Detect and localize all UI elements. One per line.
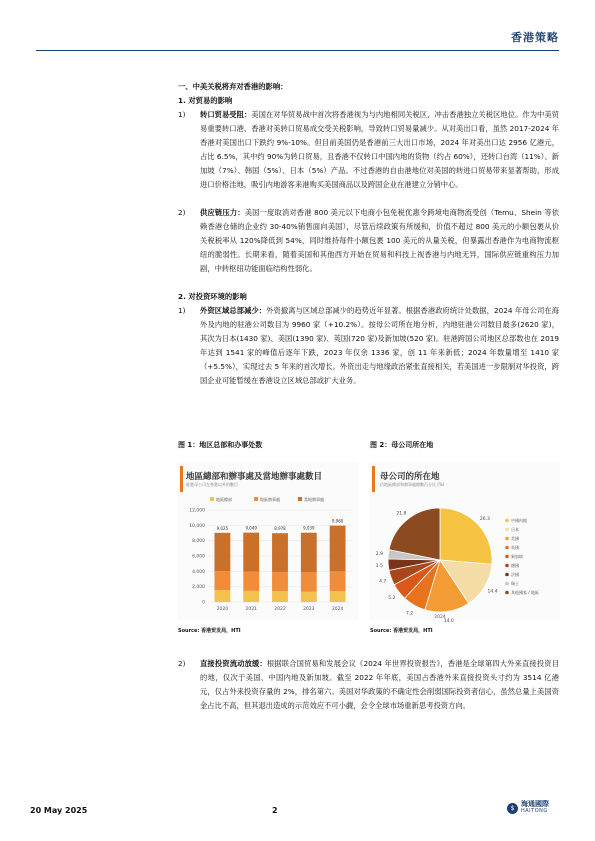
item-number: 2) <box>178 659 186 668</box>
bar-segment <box>214 533 230 571</box>
bar-segment <box>214 590 230 602</box>
chart-subtitle: 佔地區總部和辦事處總數百分比 (%) <box>380 482 445 487</box>
item-text: 美国一度取消对香港 800 美元以下电商小包免税优惠令跨境电商物流受创（Temu、Shein 等依赖香港仓储的企业约 30-40%销售面向美国），尽管后续政策有所缓和，价值不超过 800 美元的小额包裹从价关税税率从 120%降低到 54%，同时维持每件小额包裹 100 美元的从量关税，但暴露出香港作为电商物流枢纽的脆弱性。长期来看，随着美国和其他西方开始在贸易和科技上视香港与内地无异，国际供应链重构压力加剧，中转枢纽功能面临结构性弱化。 <box>200 208 560 273</box>
legend-swatch <box>505 546 509 550</box>
legend-swatch <box>254 497 258 501</box>
legend-label: 德國 <box>511 563 519 568</box>
pie-data-label: 2.9 <box>375 551 383 557</box>
bar-segment <box>243 591 259 602</box>
pie-year-label: 2024 <box>434 615 446 620</box>
pie-data-label: 21.8 <box>396 511 407 517</box>
legend-swatch <box>505 528 509 532</box>
header-title: 香港策略 <box>511 31 559 44</box>
bar-segment <box>301 592 317 602</box>
y-tick-label: 8,000 <box>192 539 205 545</box>
company-logo <box>507 801 549 815</box>
bar-segment <box>301 533 317 572</box>
item-number: 1) <box>178 110 186 119</box>
subsection-title-investment: 2. 对投资环境的影响 <box>178 292 247 301</box>
item-lead: 外资区域总部减少： <box>200 306 267 315</box>
legend-swatch <box>505 519 509 523</box>
legend-label: 地區總部 <box>216 497 232 502</box>
pie-data-label: 3.5 <box>375 564 383 570</box>
x-tick-label: 2022 <box>274 607 286 612</box>
y-tick-label: 10,000 <box>189 523 205 529</box>
bar-segment <box>330 591 346 602</box>
pie-data-label: 14.4 <box>487 589 498 595</box>
figure1-source: Source: 香港贸发局，HTI <box>178 628 241 634</box>
figure2-caption: 图 2：母公司所在地 <box>370 441 434 449</box>
figure2-pie-chart <box>370 462 560 624</box>
bar-segment <box>330 526 346 572</box>
bar-total-label: 9,960 <box>331 518 344 524</box>
y-tick-label: 0 <box>202 600 205 606</box>
chart-title: 母公司的所在地 <box>380 472 440 482</box>
logo-icon: $ <box>507 803 518 814</box>
legend-label: 其他國家 / 地區 <box>511 590 539 595</box>
list-item <box>178 108 559 192</box>
item-lead: 直接投资流动放缓： <box>200 659 267 668</box>
y-tick-label: 12,000 <box>189 508 205 514</box>
legend-label: 當地辦事處 <box>304 497 324 502</box>
item-lead: 供应链压力： <box>200 208 245 217</box>
legend-label: 地區辦事處 <box>260 497 280 502</box>
bar-total-label: 8,978 <box>274 526 286 532</box>
bar-total-label: 9,039 <box>303 525 315 531</box>
pie-data-label: 5.2 <box>388 595 396 601</box>
figure1-bar-chart <box>178 462 358 620</box>
y-tick-label: 6,000 <box>192 554 205 560</box>
legend-swatch <box>505 537 509 541</box>
bar-segment <box>214 571 230 590</box>
legend-label: 英國 <box>511 545 519 550</box>
legend-label: 美國 <box>511 536 519 541</box>
pie-data-label: 7.2 <box>406 611 414 617</box>
list-item <box>178 206 559 276</box>
bar-total-label: 9,025 <box>216 525 229 531</box>
item-text: 根据联合国贸易和发展会议《2024 年世界投资报告》，香港是全球第四大外来直接投资目的地，仅次于美国、中国内地及新加坡。截至 2022 年年底，美国占香港外来直接投资头寸约为 3514 亿港元，仅占外来投资存量的 2%，排名第六。美国对华政策的不确定性会削弱国际投资者信心，虽然总量上美国资金占比不高，但其退出造成的示范效应不可小觑，会令全球市场重新思考投资方向。 <box>200 659 559 710</box>
pie-data-label: 26.3 <box>479 517 490 523</box>
legend-label: 中國內地 <box>511 518 527 523</box>
bar-segment <box>272 533 288 572</box>
chart-title: 地區總部和辦事處及當地辦事處數目 <box>186 472 323 482</box>
page-number: 2 <box>272 806 278 815</box>
list-item <box>178 304 559 388</box>
investment-flow-paragraph <box>178 657 559 713</box>
figure2-source: Source: 香港贸发局，HTI <box>370 628 433 634</box>
item-text: 外资撤离与区域总部减少的趋势近年显著。根据香港政府统计处数据，2024 年母公司在海外及内地的驻港公司数目为 9960 家（+10.2%）。按母公司所在地分析，内地驻港公司数目最多(2620 家)，其次为日本(1430 家)、美国(1390 家)、英国(720 家)及新加坡(520 家)。驻港跨国公司地区总部数也在 2019 年达到 1541 家的峰值后逐年下跌，2023 年仅余 1336 家，创 11 年来新低；2024 年数量增至 1410 家（+5.5%），实现过去 5 年来的首次增长。外资出走与地缘政治紧张直接相关，若美国进一步限制对华投资，跨国企业可能暂缓在香港设立区域总部或扩大业务。 <box>200 306 560 385</box>
bar-segment <box>272 591 288 602</box>
logo-en: HAITONG <box>521 808 548 814</box>
legend-swatch <box>505 582 509 586</box>
main-content <box>178 80 559 388</box>
footer-date: 20 May 2025 <box>30 806 88 815</box>
list-item <box>178 657 559 713</box>
legend-swatch <box>210 497 214 501</box>
x-tick-label: 2021 <box>245 607 257 612</box>
bar-total-label: 9,049 <box>245 525 257 531</box>
legend-label: 瑞士 <box>511 581 519 586</box>
logo-cn: 海通國際 <box>521 800 549 808</box>
legend-swatch <box>298 497 302 501</box>
bar-segment <box>272 572 288 591</box>
pie-chart-svg <box>370 462 560 624</box>
bar-chart-svg <box>178 462 358 620</box>
legend-swatch <box>505 591 509 595</box>
x-tick-label: 2023 <box>303 607 315 612</box>
section-title: 一、中美关税将弃对香港的影响： <box>178 82 288 91</box>
y-tick-label: 2,000 <box>192 585 205 591</box>
pie-data-label: 4.7 <box>379 579 387 585</box>
legend-swatch <box>505 564 509 568</box>
legend-swatch <box>505 555 509 559</box>
chart-subtitle: 駐港母公司在香港以外的數目 <box>186 482 238 487</box>
header-divider <box>36 50 559 51</box>
bar-segment <box>330 571 346 591</box>
legend-label: 新加坡 <box>511 554 523 559</box>
bar-segment <box>243 572 259 591</box>
x-tick-label: 2020 <box>216 607 229 612</box>
item-text: 美国在对华贸易战中首次将香港视为与内地相同关税区，冲击香港独立关税区地位。作为中美贸易重要转口港、香港对美转口贸易成交受关税影响，导致转口贸易量减少。从对美出口看，虽然 2017-2024 年香港对美国出口下跌约 9%-10%。但目前美国仍是香港前三大出口市场，2024 年对美出口达 2956 亿港元，占比 6.5%，其中约 90%为转口贸易，且香港不仅转口中国内地的货物（约占 60%），还转口台湾（11%）、新加坡（7%）、韩国（5%）、日本（5%）产品。不过香港的自由港地位对美国的转进口贸易带来显著帮助，形成进口价格洼地，吸引内地游客来港购买美国商品以及跨国企业在港建立分销中心。 <box>200 110 560 189</box>
bar-segment <box>301 572 317 592</box>
pie-data-label: 14.0 <box>443 618 454 624</box>
legend-label: 日本 <box>511 527 519 532</box>
item-number: 2) <box>178 208 186 217</box>
subsection-title-trade: 1. 对贸易的影响 <box>178 96 233 105</box>
x-tick-label: 2024 <box>331 607 344 612</box>
y-tick-label: 4,000 <box>192 569 205 575</box>
bar-segment <box>243 533 259 572</box>
legend-swatch <box>505 573 509 577</box>
legend-label: 法國 <box>511 572 519 577</box>
item-lead: 转口贸易受阻： <box>200 110 252 119</box>
figure1-caption: 图 1：地区总部和办事处数 <box>178 441 263 449</box>
item-number: 1) <box>178 306 186 315</box>
